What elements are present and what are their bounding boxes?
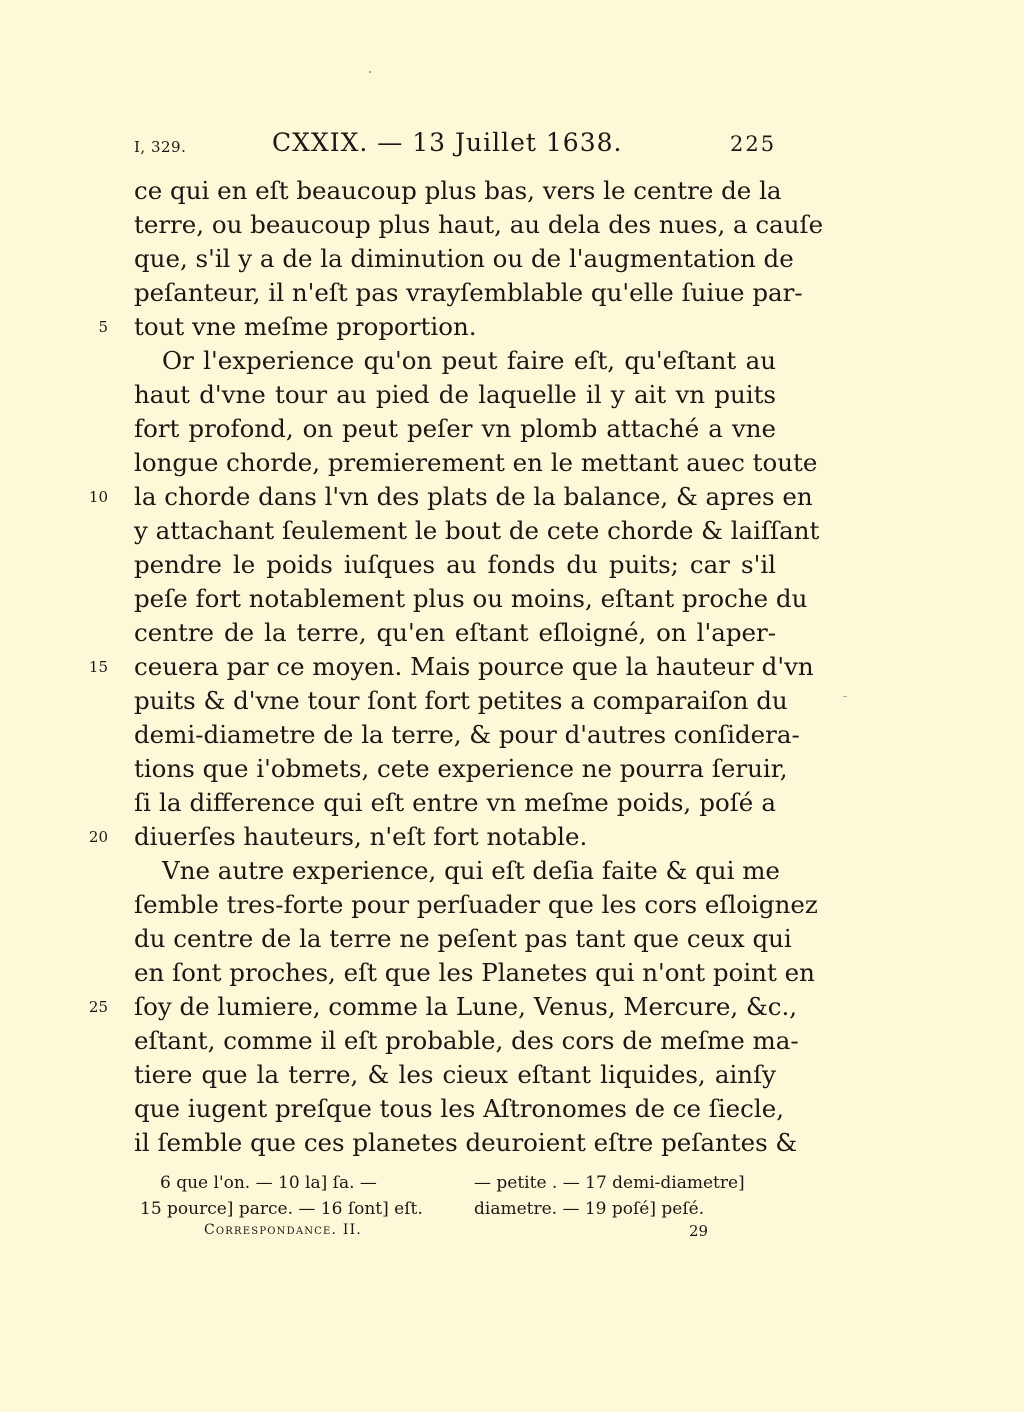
text-line: pendre le poids iuſques au fonds du puits; car s'il bbox=[134, 550, 776, 579]
text-line: Vne autre experience, qui eſt deſia faite & qui me bbox=[162, 856, 780, 885]
text-line: ce qui en eſt beaucoup plus bas, vers le centre de la bbox=[134, 176, 782, 205]
footnote-line: diametre. — 19 poſé] peſé. bbox=[474, 1199, 705, 1219]
text-line: y attachant ſeulement le bout de cete chorde & laiſſant bbox=[134, 516, 820, 545]
text-line: tions que i'obmets, cete experience ne pourra ſeruir, bbox=[134, 754, 788, 783]
text-line: haut d'vne tour au pied de laquelle il y ait vn puits bbox=[134, 380, 776, 409]
footnote-line: 15 pource] parce. — 16 ſont] eſt. bbox=[140, 1199, 423, 1219]
text-line: en ſont proches, eſt que les Planetes qui n'ont point en bbox=[134, 958, 815, 987]
footnote-line: 6 que l'on. — 10 la] ſa. — bbox=[160, 1173, 377, 1193]
text-line: demi-diametre de la terre, & pour d'autres conſidera- bbox=[134, 720, 800, 749]
text-line: longue chorde, premierement en le mettant auec toute bbox=[134, 448, 818, 477]
text-line: puits & d'vne tour ſont fort petites a comparaiſon du bbox=[134, 686, 788, 715]
text-line: que iugent preſque tous les Aſtronomes de ce ſiecle, bbox=[134, 1094, 785, 1123]
text-line: tout vne meſme proportion. bbox=[134, 312, 477, 341]
text-line: tiere que la terre, & les cieux eſtant liquides, ainſy bbox=[134, 1060, 776, 1089]
line-number: 5 bbox=[98, 318, 108, 336]
text-line: peſanteur, il n'eſt pas vrayſemblable qu'elle ſuiue par- bbox=[134, 278, 803, 307]
text-line: Or l'experience qu'on peut faire eſt, qu'eſtant au bbox=[162, 346, 776, 375]
signature-number: 29 bbox=[689, 1222, 709, 1240]
signature-mark: Correspondance. II. bbox=[204, 1222, 362, 1238]
header-reference: I, 329. bbox=[134, 138, 187, 156]
ink-speck bbox=[843, 696, 847, 697]
line-number: 15 bbox=[88, 658, 108, 676]
text-line: ſi la difference qui eſt entre vn meſme poids, poſé a bbox=[134, 788, 776, 817]
header-title: CXXIX. — 13 Juillet 1638. bbox=[272, 128, 623, 157]
text-line: peſe fort notablement plus ou moins, eſtant proche du bbox=[134, 584, 808, 613]
text-line: la chorde dans l'vn des plats de la balance, & apres en bbox=[134, 482, 813, 511]
text-line: fort profond, on peut peſer vn plomb attaché a vne bbox=[134, 414, 776, 443]
text-line: ſemble tres-forte pour perſuader que les cors eſloignez bbox=[134, 890, 818, 919]
footnote-line: — petite . — 17 demi-diametre] bbox=[474, 1173, 745, 1193]
text-line: ceuera par ce moyen. Mais pource que la hauteur d'vn bbox=[134, 652, 814, 681]
text-line: il ſemble que ces planetes deuroient eſtre peſantes & bbox=[134, 1128, 798, 1157]
text-line: terre, ou beaucoup plus haut, au dela des nues, a cauſe bbox=[134, 210, 824, 239]
line-number: 25 bbox=[88, 998, 108, 1016]
text-line: ſoy de lumiere, comme la Lune, Venus, Mercure, &c., bbox=[134, 992, 798, 1021]
text-line: que, s'il y a de la diminution ou de l'augmentation de bbox=[134, 244, 794, 273]
page-number: 225 bbox=[730, 132, 777, 156]
text-line: eſtant, comme il eſt probable, des cors de meſme ma- bbox=[134, 1026, 799, 1055]
text-line: diuerſes hauteurs, n'eſt fort notable. bbox=[134, 822, 588, 851]
ink-speck bbox=[369, 71, 371, 73]
text-line: centre de la terre, qu'en eſtant eſloigné, on l'aper- bbox=[134, 618, 776, 647]
line-number: 20 bbox=[88, 828, 108, 846]
line-number: 10 bbox=[88, 488, 108, 506]
running-header bbox=[0, 128, 1024, 164]
text-line: du centre de la terre ne peſent pas tant que ceux qui bbox=[134, 924, 792, 953]
